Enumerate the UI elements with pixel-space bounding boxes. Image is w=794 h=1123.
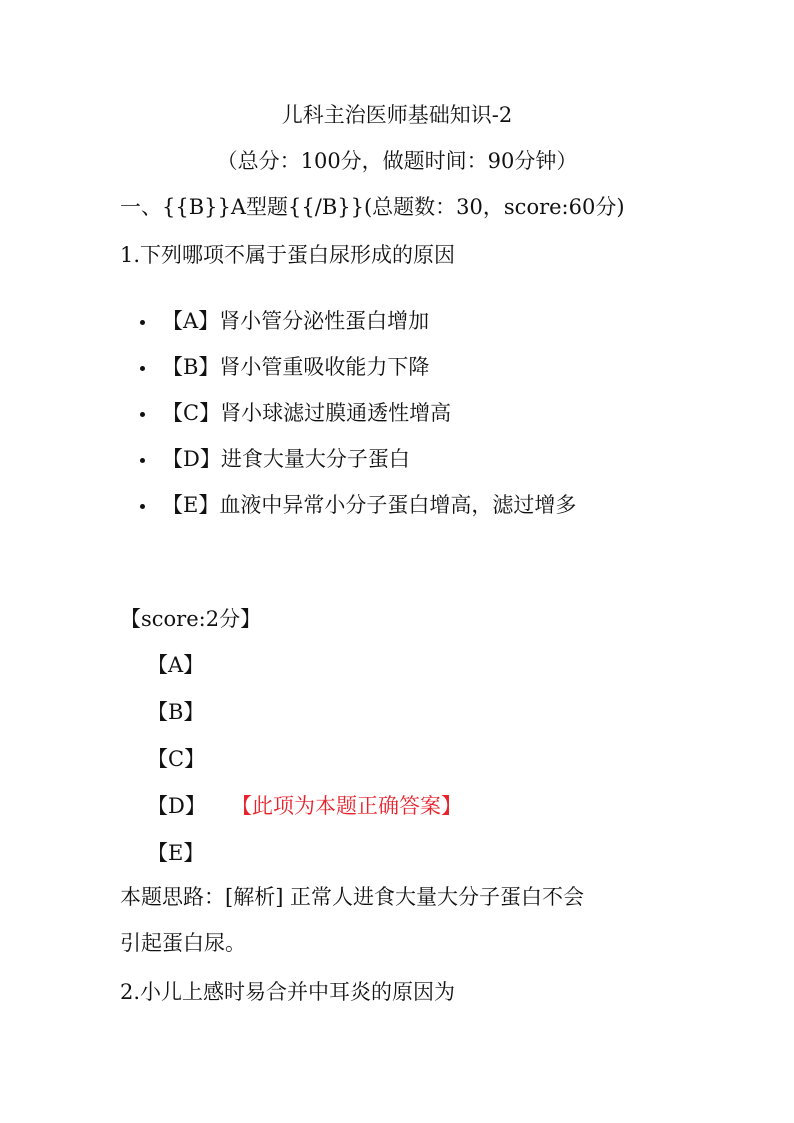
bullet-icon [140,366,145,371]
answer-a [147,650,206,697]
answer-d [147,791,462,838]
question-2-text: 2.小儿上感时易合并中耳炎的原因为 [120,980,456,1004]
bullet-icon [140,504,145,509]
answer-list [147,650,462,885]
option-label: 【A】肾小管分泌性蛋白增加 [162,309,430,333]
bullet-icon [140,320,145,325]
question-1-options [140,306,576,536]
answer-e [147,838,206,885]
answer-label: 【B】 [147,700,205,724]
option-label: 【C】肾小球滤过膜通透性增高 [162,401,452,425]
answer-label: 【C】 [147,747,206,771]
correct-answer-note: 【此项为本题正确答案】 [231,794,462,818]
option-label: 【B】肾小管重吸收能力下降 [162,355,430,379]
question-1-text: 1.下列哪项不属于蛋白尿形成的原因 [120,243,456,267]
option-e [140,490,576,536]
option-label: 【E】血液中异常小分子蛋白增高，滤过增多 [162,493,577,517]
option-a [140,306,576,352]
document-title: 儿科主治医师基础知识-2 [281,103,513,127]
option-c [140,398,576,444]
bullet-icon [140,458,145,463]
analysis-text-line-2: 引起蛋白尿。 [120,931,246,955]
answer-label: 【D】 [147,794,206,818]
bullet-icon [140,412,145,417]
option-b [140,352,576,398]
analysis-text-line-1: 本题思路：[解析] 正常人进食大量大分子蛋白不会 [120,885,585,909]
document-subtitle: （总分：100分，做题时间：90分钟） [216,149,578,173]
answer-label: 【E】 [147,841,205,865]
answer-label: 【A】 [147,653,205,677]
option-label: 【D】进食大量大分子蛋白 [162,447,410,471]
option-d [140,444,576,490]
question-1-score: 【score:2分】 [120,607,262,631]
answer-b [147,697,206,744]
answer-c [147,744,206,791]
section-header: 一、{{B}}A型题{{/B}}(总题数：30，score:60分) [120,195,625,219]
